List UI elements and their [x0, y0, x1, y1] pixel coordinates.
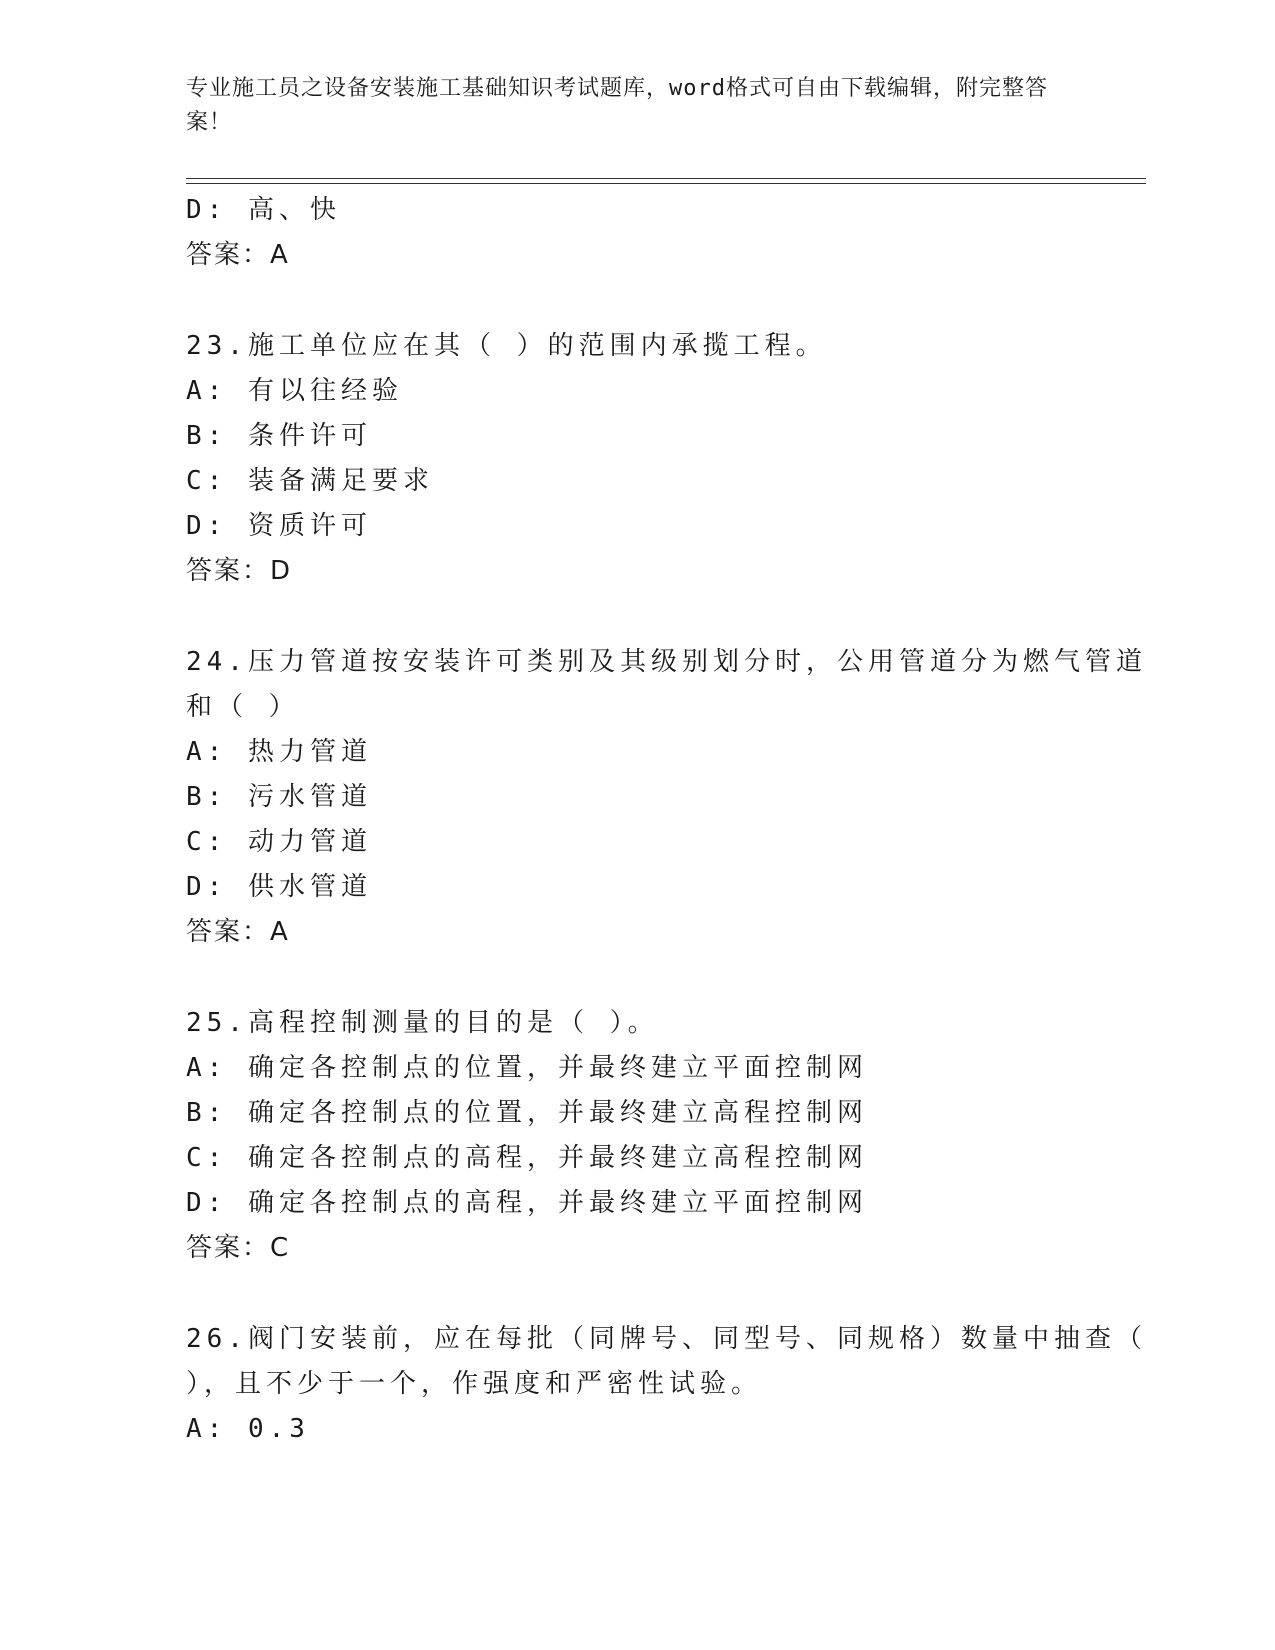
option-d: D: 资质许可 — [186, 511, 372, 541]
question-stem-line1: 24.压力管道按安装许可类别及其级别划分时，公用管道分为燃气管道 — [186, 647, 1147, 677]
option-d: D: 供水管道 — [186, 872, 372, 902]
header-divider-second — [186, 183, 1146, 184]
answer: 答案：D — [186, 556, 293, 586]
answer: 答案：C — [186, 1233, 291, 1263]
option-c: C: 确定各控制点的高程，并最终建立高程控制网 — [186, 1143, 868, 1173]
header-divider — [186, 178, 1146, 179]
option-a: A: 热力管道 — [186, 737, 372, 767]
option-c: C: 装备满足要求 — [186, 466, 434, 496]
question-list — [186, 188, 1147, 1452]
option-c: C: 动力管道 — [186, 827, 372, 857]
option-b: B: 确定各控制点的位置，并最终建立高程控制网 — [186, 1098, 868, 1128]
question-stem-line2: 和（ ） — [186, 692, 300, 722]
option-b: B: 污水管道 — [186, 782, 372, 812]
option-d: D: 高、快 — [186, 195, 341, 225]
option-a: A: 0.3 — [186, 1414, 310, 1444]
question-stem: 23.施工单位应在其（ ）的范围内承揽工程。 — [186, 331, 827, 361]
question-stem-line2: ），且不少于一个，作强度和严密性试验。 — [186, 1369, 763, 1399]
option-b: B: 条件许可 — [186, 421, 372, 451]
answer: 答案：A — [186, 240, 290, 270]
question-stem-line1: 26.阀门安装前，应在每批（同牌号、同型号、同规格）数量中抽查（ — [186, 1324, 1147, 1354]
question-stem: 25.高程控制测量的目的是（ ）。 — [186, 1008, 659, 1038]
answer: 答案：A — [186, 917, 290, 947]
option-a: A: 确定各控制点的位置，并最终建立平面控制网 — [186, 1053, 868, 1083]
document-header: 专业施工员之设备安装施工基础知识考试题库，word格式可自由下载编辑，附完整答案！ — [186, 76, 1048, 135]
option-d: D: 确定各控制点的高程，并最终建立平面控制网 — [186, 1188, 868, 1218]
option-a: A: 有以往经验 — [186, 376, 403, 406]
